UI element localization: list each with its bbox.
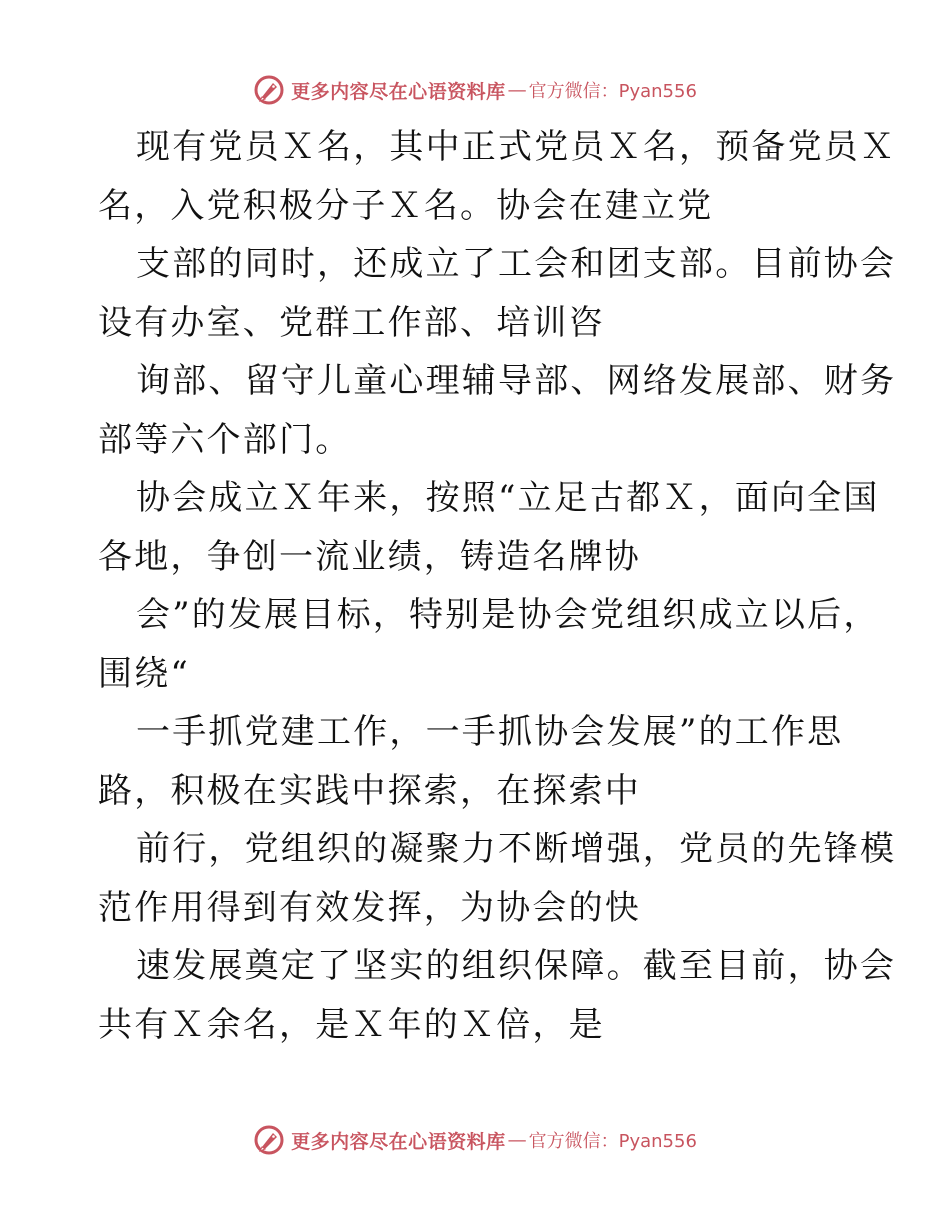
- header-banner: [0, 70, 950, 110]
- body-line: 名，入党积极分子Ｘ名。协会在建立党: [98, 185, 714, 226]
- footer-banner-separator: —: [507, 1129, 527, 1151]
- body-line: 现有党员Ｘ名，其中正式党员Ｘ名，预备党员Ｘ: [136, 127, 897, 167]
- body-line: 各地，争创一流业绩，铸造名牌协: [98, 536, 641, 577]
- pen-nib-logo-icon: [253, 1124, 285, 1156]
- header-banner-separator: —: [507, 79, 527, 101]
- body-line: 会”的发展目标，特别是协会党组织成立以后，: [136, 595, 880, 635]
- body-line: 共有Ｘ余名，是Ｘ年的Ｘ倍，是: [98, 1004, 605, 1045]
- pen-nib-logo-icon: [253, 74, 285, 106]
- header-banner-wechat: 官方微信：Pyan556: [528, 81, 697, 102]
- header-banner-text: 更多内容尽在心语资料库: [291, 80, 506, 103]
- footer-banner-text: 更多内容尽在心语资料库: [291, 1130, 506, 1153]
- body-line: 部等六个部门。: [98, 419, 352, 460]
- body-line: 路，积极在实践中探索，在探索中: [98, 770, 641, 811]
- body-line: 一手抓党建工作，一手抓协会发展”的工作思: [136, 712, 844, 752]
- body-line: 围绕“: [98, 653, 190, 694]
- footer-banner: [0, 1120, 950, 1160]
- body-line: 速发展奠定了坚实的组织保障。截至目前，协会: [136, 946, 897, 986]
- body-line: 设有办室、党群工作部、培训咨: [98, 302, 605, 343]
- body-line: 前行，党组织的凝聚力不断增强，党员的先锋模: [136, 829, 897, 869]
- document-body: [98, 118, 897, 1054]
- body-line: 支部的同时，还成立了工会和团支部。目前协会: [136, 244, 897, 284]
- footer-banner-wechat: 官方微信：Pyan556: [528, 1131, 697, 1152]
- body-line: 询部、留守儿童心理辅导部、网络发展部、财务: [136, 361, 897, 401]
- body-line: 范作用得到有效发挥，为协会的快: [98, 887, 641, 928]
- body-line: 协会成立Ｘ年来，按照“立足古都Ｘ，面向全国: [136, 478, 880, 518]
